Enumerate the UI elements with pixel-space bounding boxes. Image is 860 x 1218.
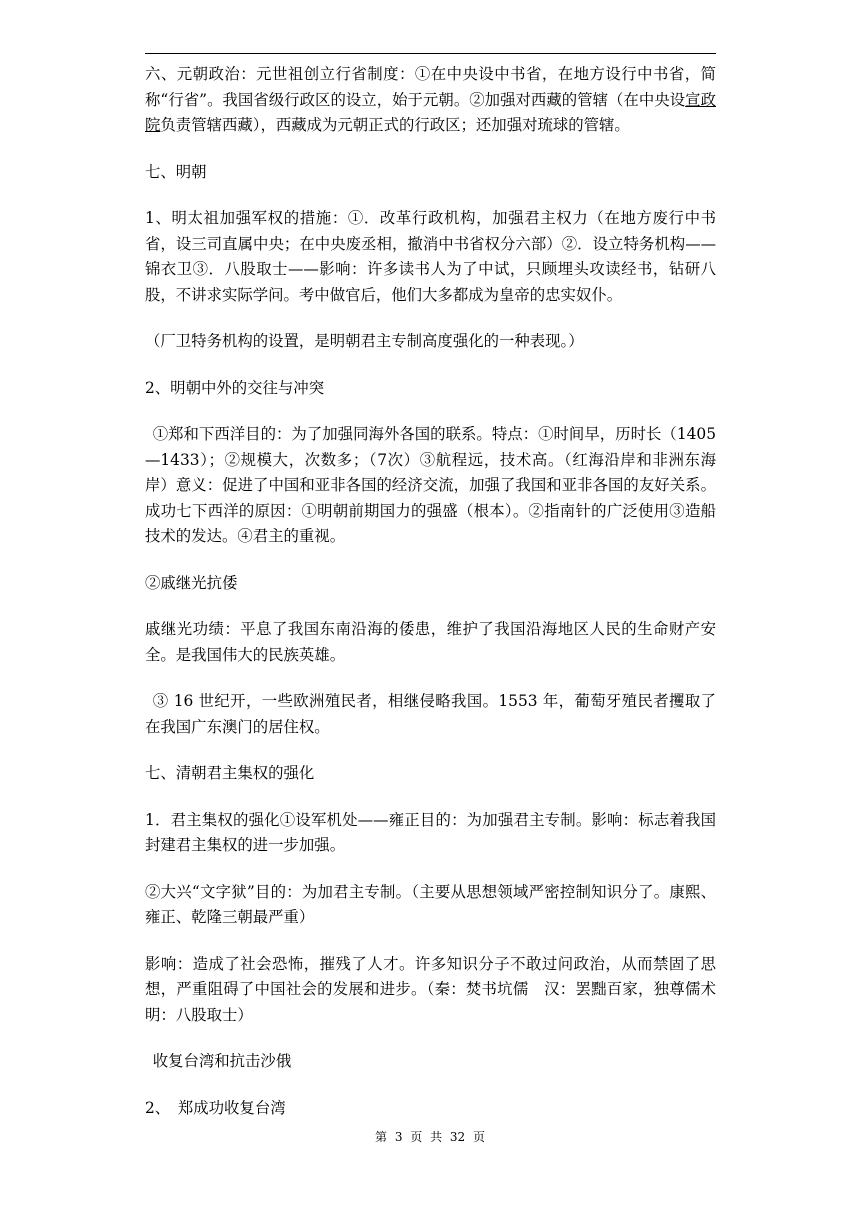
paragraph-qi-jiguang: 戚继光功绩：平息了我国东南沿海的倭患，维护了我国沿海地区人民的生命财产安全。是我国伟大的民族英雄。 bbox=[145, 620, 716, 664]
text-segment: 六、元朝政治：元世祖创立行省制度：①在中央设中书省，在地方设行中书省，简称“行省”。我国省级行政区的设立，始于元朝。②加强对西藏的管辖（在中央设 bbox=[145, 65, 716, 109]
header-rule bbox=[145, 53, 716, 54]
paragraph-yuan-politics bbox=[145, 62, 716, 139]
text-segment: 负责管辖西藏），西藏成为元朝正式的行政区；还加强对琉球的管辖。 bbox=[160, 116, 630, 134]
section-heading-qing: 七、清朝君主集权的强化 bbox=[145, 764, 315, 782]
page-footer: 第 3 页 共 32 页 bbox=[375, 1130, 485, 1144]
section-heading-ming: 七、明朝 bbox=[145, 162, 207, 181]
paragraph-changwei-note: （厂卫特务机构的设置，是明朝君主专制高度强化的一种表现。） bbox=[145, 332, 584, 350]
subheading-qi-jiguang: ②戚继光抗倭 bbox=[145, 573, 238, 592]
paragraph-zhenghe: ①郑和下西洋目的：为了加强同海外各国的联系。特点：①时间早，历时长（1405—1433）；②规模大，次数多；（7次）③航程远，技术高。（红海沿岸和非洲东海岸）意义：促进了中国和亚非各国的经济交流，加强了我国和亚非各国的友好关系。成功七下西洋的原因：①明朝前期国力的强盛（根本）。②指南针的广泛使用③造船技术的发达。④君主的重视。 bbox=[145, 425, 716, 545]
document-body bbox=[145, 62, 732, 1142]
paragraph-junjichu: 1．君主集权的强化①设军机处——雍正目的：为加强君主专制。影响：标志着我国封建君主集权的进一步加强。 bbox=[145, 810, 716, 854]
paragraph-wenziyu: ②大兴“文字狱”目的：为加君主专制。（主要从思想领域严密控制知识分了。康熙、雍正、乾隆三朝最严重） bbox=[145, 882, 716, 926]
paragraph-ming-taizu: 1、明太祖加强军权的措施：①．改革行政机构，加强君主权力（在地方废行中书省，设三司直属中央；在中央废丞相，撤消中书省权分六部）②．设立特务机构——锦衣卫③．八股取士——影响：许多读书人为了中试，只顾埋头攻读经书，钻研八股，不讲求实际学问。考中做官后，他们大多都成为皇帝的忠实奴仆。 bbox=[145, 209, 716, 304]
subheading-taiwan: 收复台湾和抗击沙俄 bbox=[152, 1052, 292, 1070]
paragraph-macau: ③ 16 世纪开，一些欧洲殖民者，相继侵略我国。1553 年，葡萄牙殖民者攫取了在我国广东澳门的居住权。 bbox=[145, 692, 716, 736]
paragraph-wenziyu-impact: 影响：造成了社会恐怖，摧残了人才。许多知识分子不敢过问政治，从而禁固了思想，严重阻碍了中国社会的发展和进步。（秦：焚书坑儒 汉：罢黜百家，独尊儒术 明：八股取士） bbox=[145, 954, 732, 1024]
subheading-ming-foreign: 2、明朝中外的交往与冲突 bbox=[145, 378, 325, 397]
subheading-zheng-chenggong: 2、 郑成功收复台湾 bbox=[145, 1098, 286, 1117]
underlined-term: 宣政院 bbox=[145, 90, 716, 134]
